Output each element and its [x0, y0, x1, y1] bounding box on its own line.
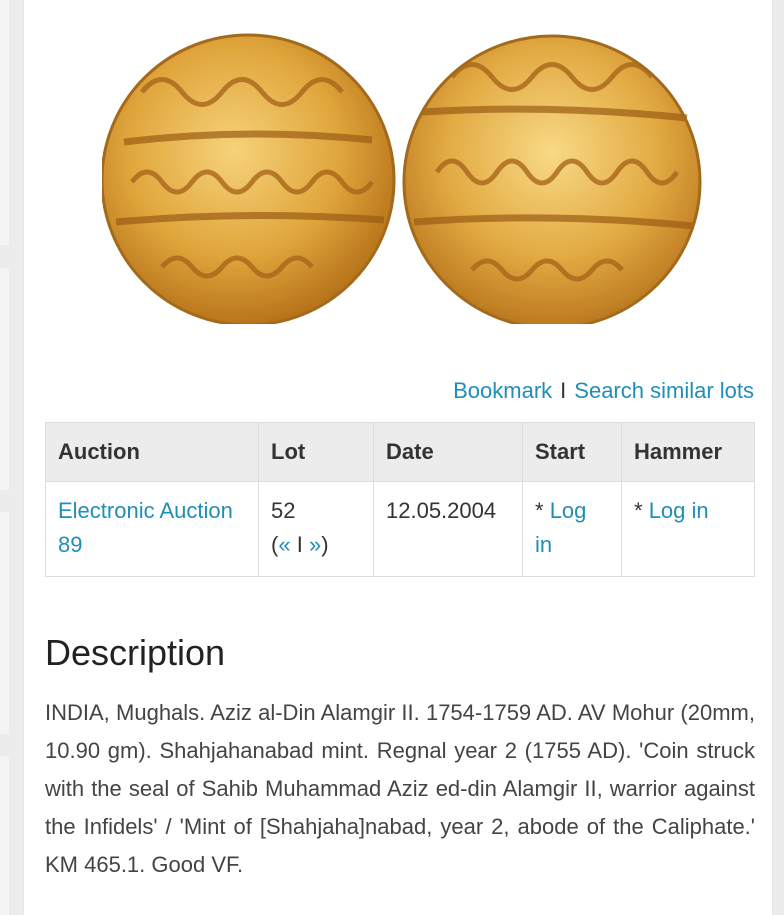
column-header-lot: Lot — [259, 423, 374, 482]
table-row — [46, 482, 755, 577]
description-heading: Description — [45, 632, 226, 673]
coin-photo-icon — [102, 22, 702, 324]
lot-nav-separator: I — [296, 532, 303, 557]
auction-cell — [46, 482, 259, 577]
start-cell — [523, 482, 622, 577]
column-header-date: Date — [374, 423, 523, 482]
lot-actions — [453, 378, 754, 404]
actions-separator: I — [560, 378, 567, 403]
previous-lot-link[interactable]: « — [278, 532, 291, 557]
left-edge-strip — [0, 512, 9, 734]
date-cell: 12.05.2004 — [374, 482, 523, 577]
table-header-row — [46, 423, 755, 482]
column-header-auction: Auction — [46, 423, 259, 482]
start-asterisk: * — [535, 498, 544, 523]
lot-number: 52 — [271, 498, 296, 523]
description-text: INDIA, Mughals. Aziz al-Din Alamgir II. 1754-1759 AD. AV Mohur (20mm, 10.90 gm). Shahjahanabad mint. Regnal year 2 (1755 AD). 'Coin struck with the seal of Sahib Muhammad Aziz ed-din Alamgir II, warrior against the Infidels' / 'Mint of [Shahjaha]nabad, year 2, abode of the Caliphate.' KM 465.1. Good VF. — [45, 700, 755, 877]
lot-detail-panel — [24, 0, 772, 915]
auction-link[interactable]: Electronic Auction 89 — [58, 498, 233, 557]
coin-image[interactable] — [102, 22, 702, 324]
hammer-cell — [622, 482, 755, 577]
lot-nav-open: ( — [271, 532, 279, 557]
hammer-asterisk: * — [634, 498, 643, 523]
start-login-link[interactable]: Log in — [535, 498, 587, 557]
auction-lot-table — [45, 422, 755, 577]
lot-nav-close: ) — [321, 532, 329, 557]
search-similar-lots-link[interactable]: Search similar lots — [574, 378, 754, 403]
column-header-start: Start — [523, 423, 622, 482]
hammer-login-link[interactable]: Log in — [648, 498, 709, 523]
next-lot-link[interactable]: » — [308, 532, 322, 557]
lot-cell — [259, 482, 374, 577]
left-edge-strip — [0, 0, 9, 245]
column-header-hammer: Hammer — [622, 423, 755, 482]
left-edge-strip — [0, 268, 9, 490]
bookmark-link[interactable]: Bookmark — [453, 378, 553, 403]
left-edge-strip — [0, 756, 9, 915]
